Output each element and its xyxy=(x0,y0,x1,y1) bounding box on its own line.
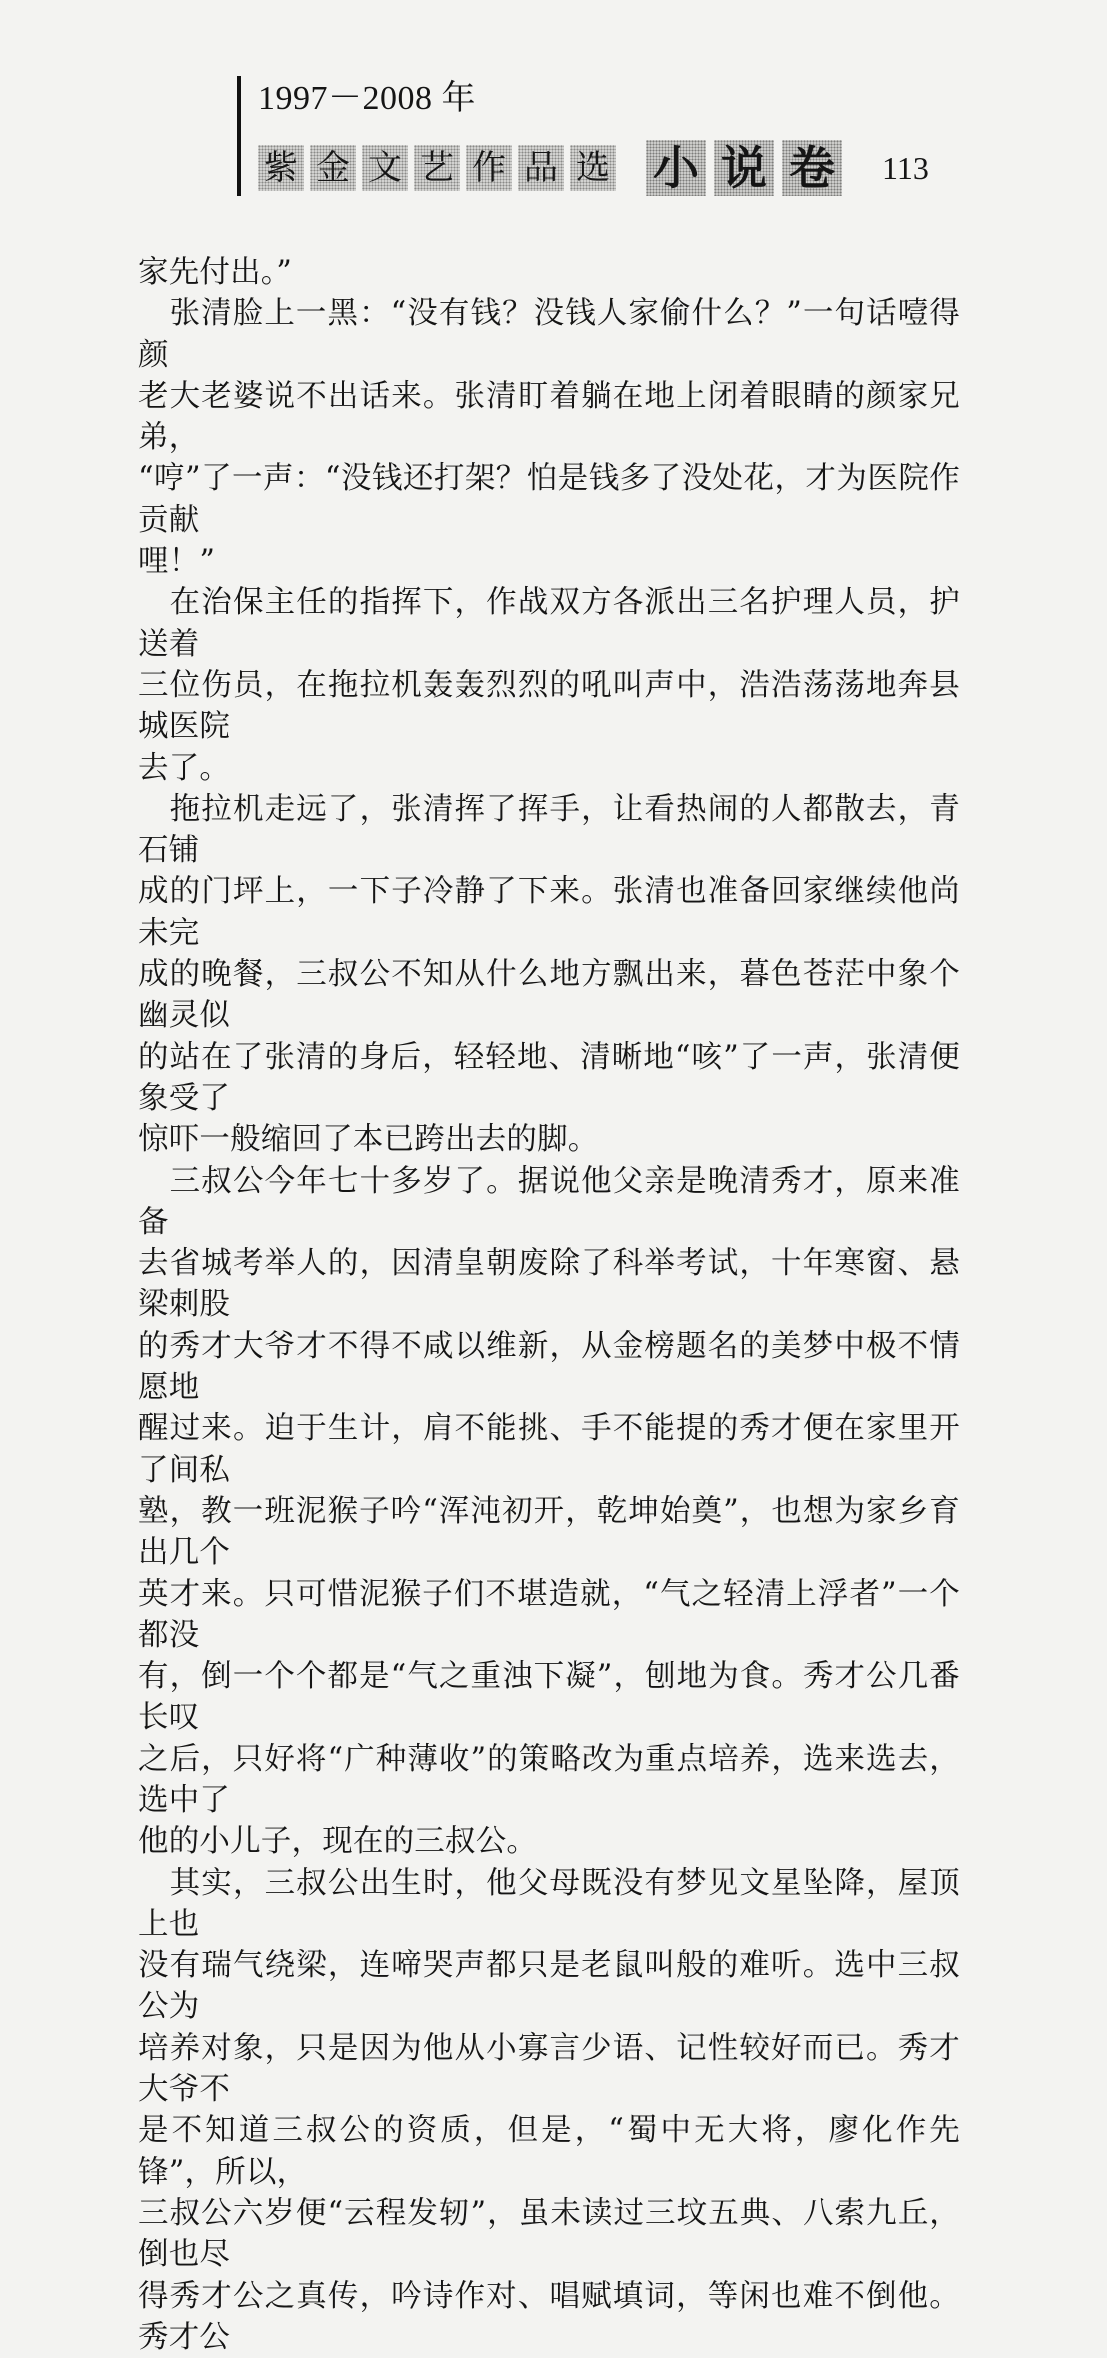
text-line: 拖拉机走远了，张清挥了挥手，让看热闹的人都散去，青石铺 xyxy=(138,791,960,869)
page-number: 113 xyxy=(882,150,929,186)
text-line: 培养对象，只是因为他从小寡言少语、记性较好而已。秀才大爷不 xyxy=(138,2030,960,2108)
text-line: 英才来。只可惜泥猴子们不堪造就，“气之轻清上浮者”一个都没 xyxy=(138,1576,960,1653)
series-title xyxy=(258,142,842,194)
series-char: 金 xyxy=(310,145,356,191)
text-line: 得秀才公之真传，吟诗作对、唱赋填词，等闲也难不倒他。秀才公 xyxy=(138,2278,960,2355)
text-line: 没有瑞气绕梁，连啼哭声都只是老鼠叫般的难听。选中三叔公为 xyxy=(138,1948,960,2025)
volume-char: 小 xyxy=(646,140,706,196)
series-name xyxy=(258,145,616,191)
text-line: 之后，只好将“广种薄收”的策略改为重点培养，选来选去，选中了 xyxy=(138,1741,960,1818)
text-line: 他的小儿子，现在的三叔公。 xyxy=(138,1824,538,1860)
series-char: 文 xyxy=(362,145,408,191)
text-line: 的秀才大爷才不得不咸以维新，从金榜题名的美梦中极不情愿地 xyxy=(138,1328,960,1406)
text-line: 去了。 xyxy=(138,750,231,786)
body-text xyxy=(138,252,960,2358)
text-line: 有，倒一个个都是“气之重浊下凝”，刨地为食。秀才公几番长叹 xyxy=(138,1659,960,1736)
text-line: 塾，教一班泥猴子吟“浑沌初开，乾坤始奠”，也想为家乡育出几个 xyxy=(138,1493,960,1571)
text-line: 成的晚餐，三叔公不知从什么地方飘出来，暮色苍茫中象个幽灵似 xyxy=(138,957,960,1034)
text-line: 是不知道三叔公的资质，但是，“蜀中无大将，廖化作先锋”，所以， xyxy=(138,2113,960,2190)
text-line: 的站在了张清的身后，轻轻地、清晰地“咳”了一声，张清便象受了 xyxy=(138,1039,960,1116)
volume-name xyxy=(646,140,842,196)
text-line: 去省城考举人的，因清皇朝废除了科举考试，十年寒窗、悬梁刺股 xyxy=(138,1246,960,1323)
text-line: 三叔公今年七十多岁了。据说他父亲是晚清秀才，原来准备 xyxy=(138,1163,960,1240)
text-line: 在治保主任的指挥下，作战双方各派出三名护理人员，护送着 xyxy=(138,585,960,662)
text-line: 哩！” xyxy=(138,544,216,580)
text-line: 其实，三叔公出生时，他父母既没有梦见文星坠降，屋顶上也 xyxy=(138,1865,960,1942)
series-char: 品 xyxy=(518,145,564,191)
text-line: 惊吓一般缩回了本已跨出去的脚。 xyxy=(138,1122,599,1158)
volume-char: 卷 xyxy=(782,140,842,196)
text-line: 三叔公六岁便“云程发轫”，虽未读过三坟五典、八索九丘，倒也尽 xyxy=(138,2195,960,2273)
text-line: 张清脸上一黑：“没有钱？没钱人家偷什么？”一句话噎得颜 xyxy=(138,296,960,373)
text-line: 三位伤员，在拖拉机轰轰烈烈的吼叫声中，浩浩荡荡地奔县城医院 xyxy=(138,667,960,745)
volume-char: 说 xyxy=(714,140,774,196)
text-line: 成的门坪上，一下子冷静了下来。张清也准备回家继续他尚未完 xyxy=(138,874,960,951)
text-line: 老大老婆说不出话来。张清盯着躺在地上闭着眼睛的颜家兄弟， xyxy=(138,378,960,456)
series-char: 选 xyxy=(570,145,616,191)
text-line: 醒过来。迫于生计，肩不能挑、手不能提的秀才便在家里开了间私 xyxy=(138,1411,960,1488)
series-char: 紫 xyxy=(258,145,304,191)
text-line: 家先付出。” xyxy=(138,255,293,290)
series-char: 作 xyxy=(466,145,512,191)
text-line: “哼”了一声：“没钱还打架？怕是钱多了没处花，才为医院作贡献 xyxy=(138,461,960,538)
header-vertical-rule xyxy=(237,76,241,196)
header-years: 1997－2008 年 xyxy=(258,80,476,117)
series-char: 艺 xyxy=(414,145,460,191)
